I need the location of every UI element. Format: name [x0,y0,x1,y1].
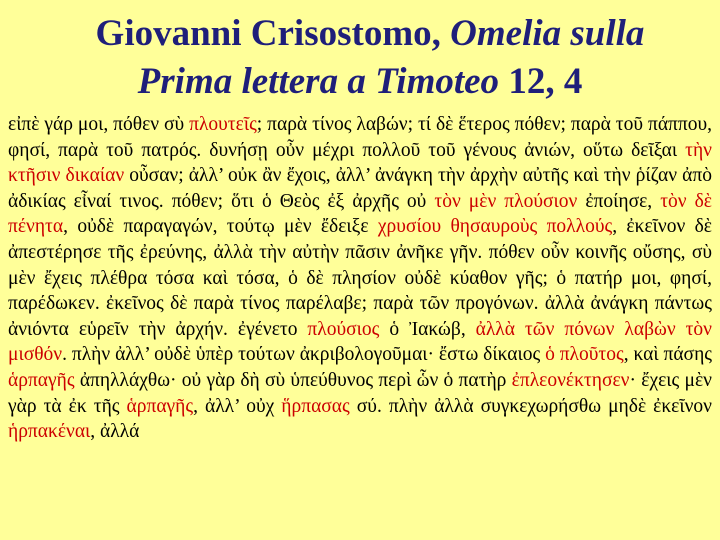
title-author: Giovanni Crisostomo, [95,13,451,54]
passage-text: οὖσαν; ἀλλ’ οὐκ ἂν ἔχοις, ἀλλ’ ἀνάγκη τὴν ἀρχὴν αὐτῆς καὶ τὴν ῥίζαν ἀπὸ ἀδικίας εἶναί τινος. πόθεν; ὅτι ὁ Θεὸς ἐξ ἀρχῆς οὐ [8,165,712,212]
highlighted-phrase: τὴν κτῆσιν δικαίαν [8,139,712,187]
passage-text: , οὐδὲ παραγαγών, τούτῳ μὲν ἔδειξε [63,216,378,238]
highlighted-phrase: ὁ πλοῦτος [545,344,624,366]
title-work-part2: Prima lettera a Timoteo [137,61,500,102]
highlighted-phrase: πλουτεῖς [189,114,257,135]
title-line-2 [0,58,720,106]
passage-text: , ἀλλά [90,421,140,443]
highlighted-phrase: πλούσιος [307,318,380,340]
highlighted-phrase: ἥρπασας [281,395,350,417]
passage-text: . πλὴν ἀλλ’ οὐδὲ ὑπὲρ τούτων ἀκριβολογοῦμαι· ἔστω δίκαιος [62,344,546,366]
highlighted-phrase: ἐπλεονέκτησεν [511,369,630,391]
passage-text: ἐποίησε, [577,190,661,212]
passage-text: ἀπηλλάχθω· οὐ γὰρ δὴ σὺ ὑπεύθυνος περὶ ὧν ὁ πατὴρ [74,369,512,391]
passage-text: , καὶ πάσης [623,344,712,366]
highlighted-phrase: ἁρπαγῆς [8,369,75,391]
passage-text: , ἐκεῖνον δὲ ἀπεστέρησε τῆς ἐρεύνης, ἀλλὰ τὴν αὐτὴν πᾶσιν ἀνῆκε γῆν. πόθεν οὖν κοινῆς οὔσης, σὺ μὲν ἔχεις πλέθρα τόσα καὶ τόσα, ὁ δὲ πλησίον οὐδὲ κύαθον γῆς; ὁ πατήρ μοι, φησί, παρέδωκεν. ἐκεῖνος δὲ παρὰ τίνος παρέλαβε; παρὰ τῶν προγόνων. ἀλλὰ ἀνάγκη πάντως ἀνιόντα εὑρεῖν τὴν ἀρχήν. ἐγένετο [8,216,712,340]
highlighted-phrase: τὸν μὲν πλούσιον [434,190,578,212]
passage-text: · ἔχεις μὲν γὰρ τὰ ἐκ τῆς [8,369,712,417]
passage-text: ὁ Ἰακώβ, [379,318,476,340]
passage-text: , ἀλλ’ οὐχ [193,395,282,417]
highlighted-phrase: χρυσίου θησαυροὺς πολλούς [377,216,613,238]
title-line-1 [0,10,720,58]
title-work-part1: Omelia sulla [450,13,645,54]
title-reference: 12, 4 [499,61,583,102]
passage-text: εἰπὲ γάρ μοι, πόθεν σὺ [8,114,190,135]
highlighted-phrase: ἡρπακέναι [8,421,91,443]
passage-text: σύ. πλὴν ἀλλὰ συγκεχωρήσθω μηδὲ ἐκεῖνον [349,395,712,417]
highlighted-phrase: ἀλλὰ τῶν πόνων λαβὼν τὸν μισθόν [8,318,712,366]
slide-title [0,10,720,106]
greek-passage [8,112,712,445]
highlighted-phrase: ἁρπαγῆς [126,395,194,417]
highlighted-phrase: τὸν δὲ πένητα [8,190,712,238]
passage-text: ; παρὰ τίνος λαβών; τί δὲ ἕτερος πόθεν; παρὰ τοῦ πάππου, φησί, παρὰ τοῦ πατρός. δυνήσῃ οὖν μέχρι πολλοῦ τοῦ γένους ἀνιών, οὕτω δεῖξαι [8,114,713,161]
